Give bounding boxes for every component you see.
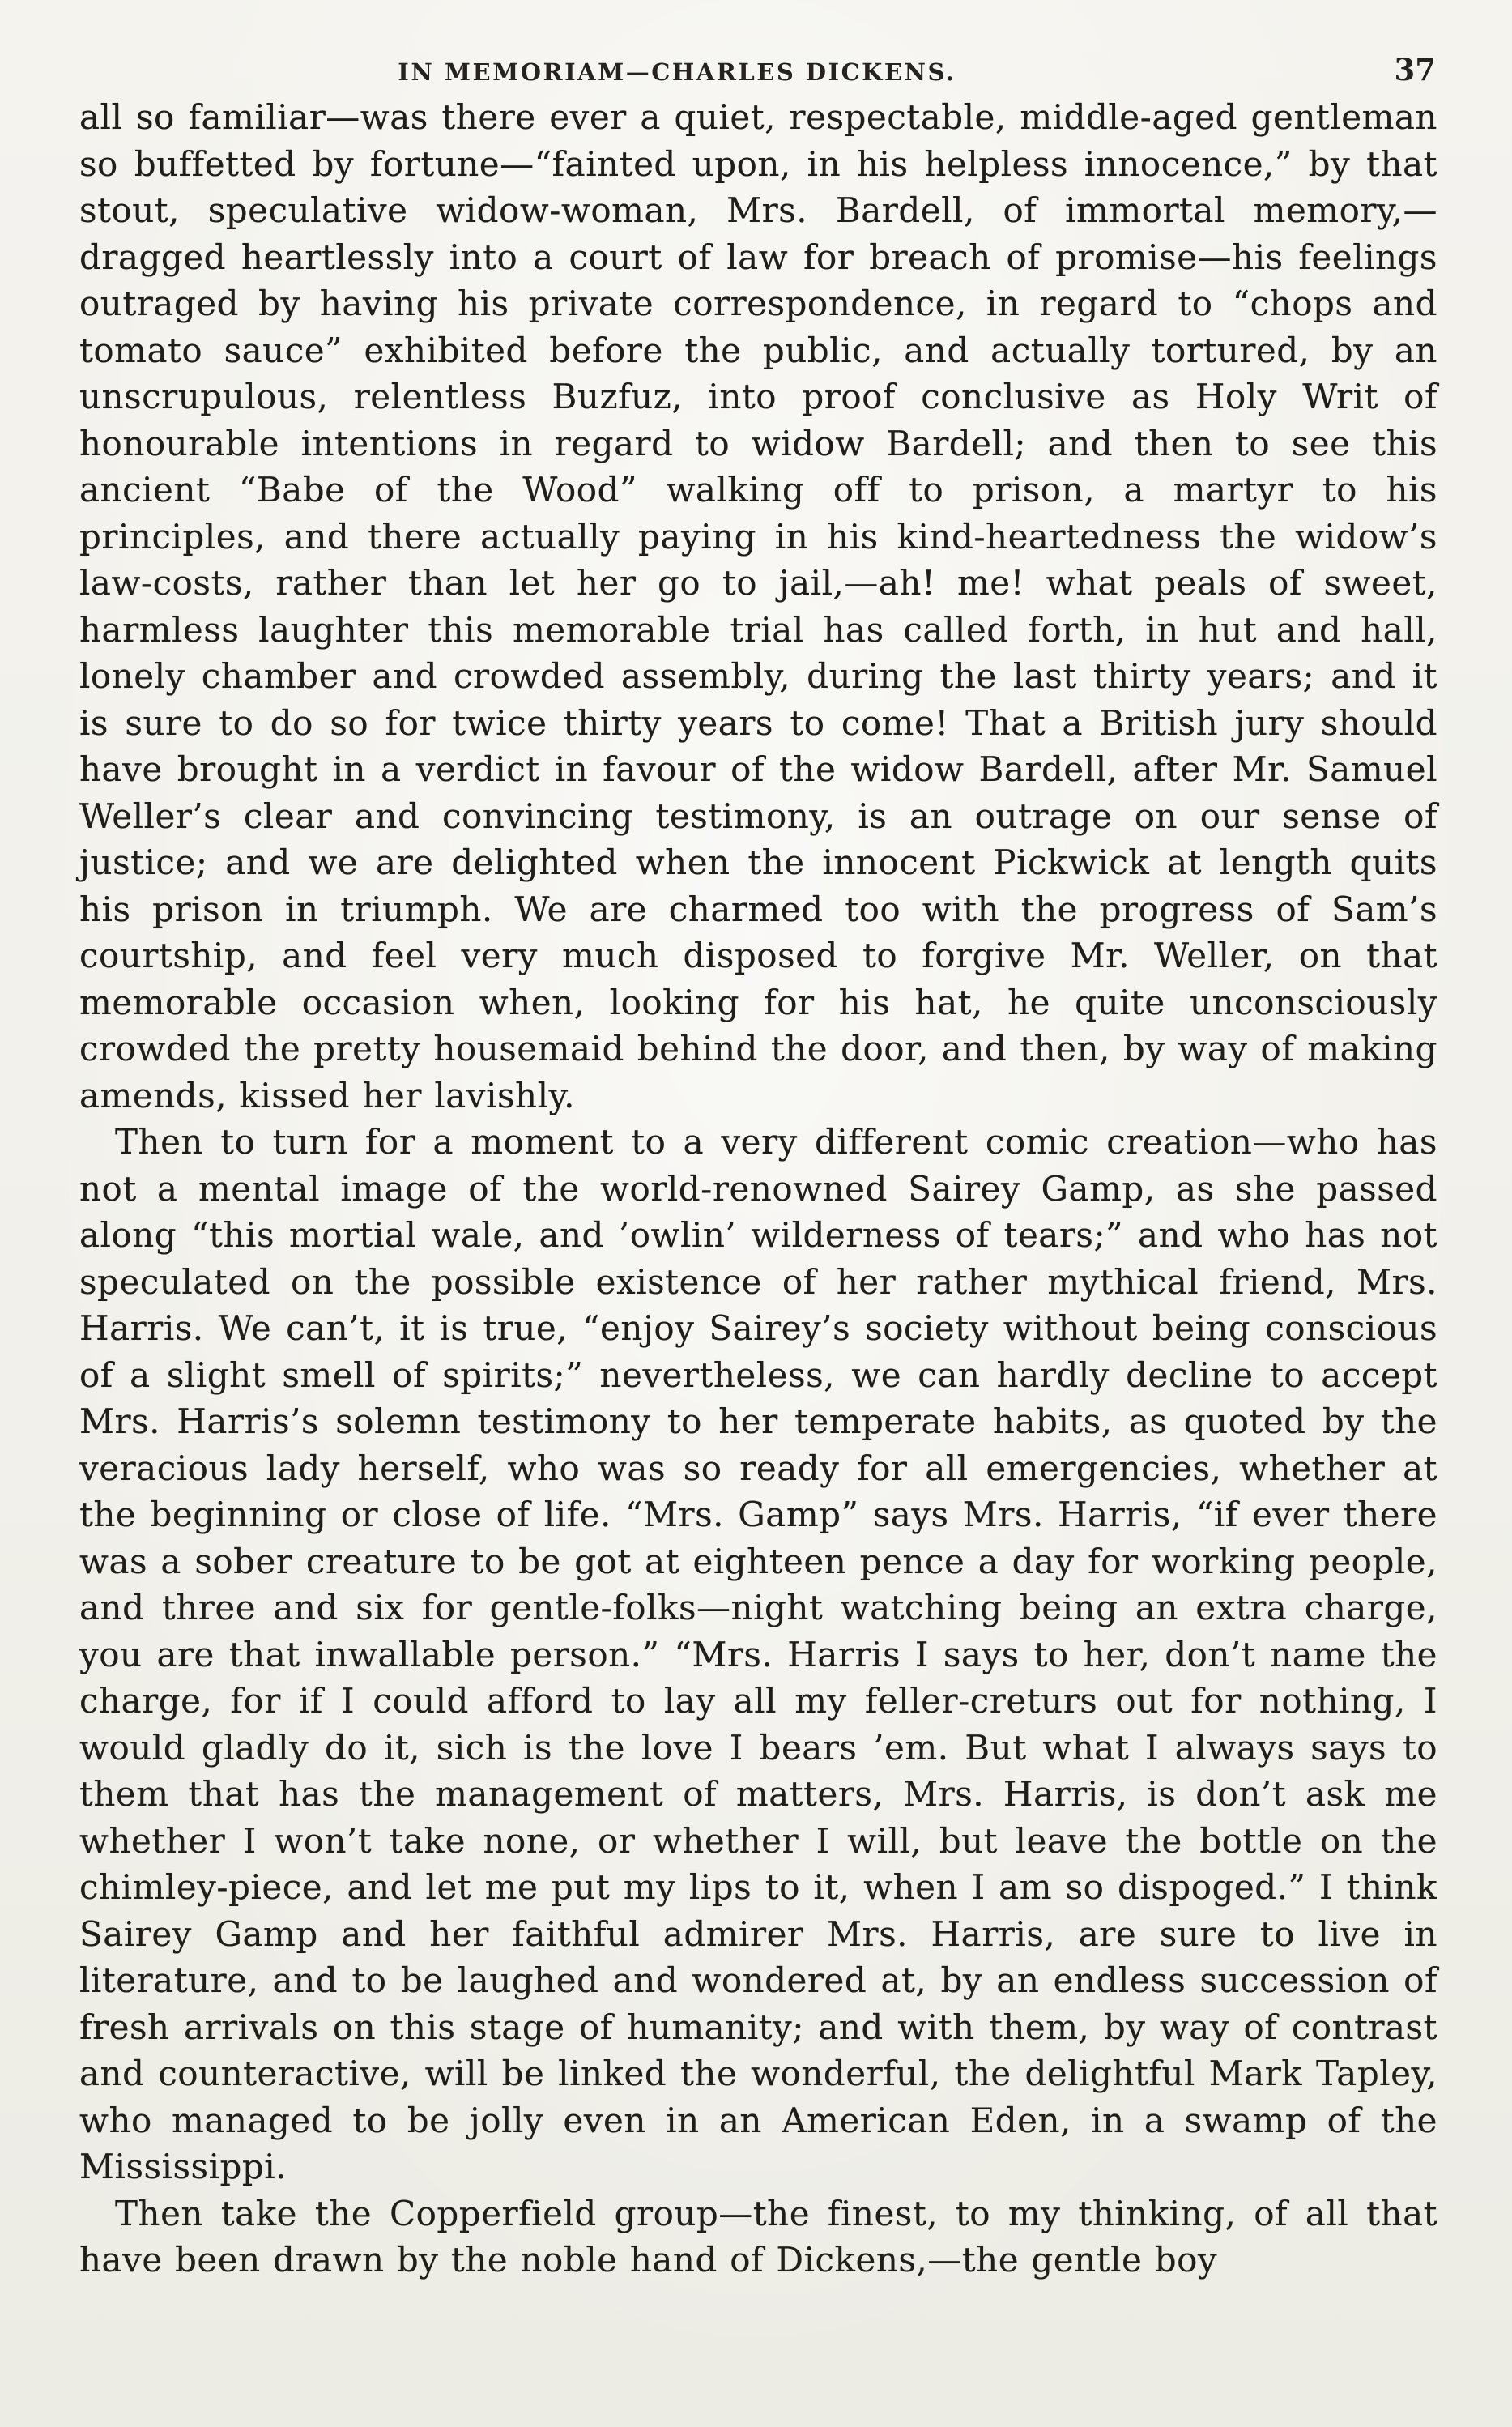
- page-body: [79, 94, 1437, 2284]
- paragraph: all so familiar—was there ever a quiet, respectable, middle-aged gentleman so buffetted by fortune—“fainted upon, in his helpless innocence,” by that stout, speculative widow-woman, Mrs. Bardell, of immortal memory,—dragged heartlessly into a court of law for breach of promise—his feelings outraged by having his private correspondence, in regard to “chops and tomato sauce” exhibited before the public, and actually tortured, by an unscrupulous, relentless Buzfuz, into proof conclusive as Holy Writ of honourable intentions in regard to widow Bardell; and then to see this ancient “Babe of the Wood” walking off to prison, a martyr to his principles, and there actually paying in his kind-heartedness the widow’s law-costs, rather than let her go to jail,—ah! me! what peals of sweet, harmless laughter this memorable trial has called forth, in hut and hall, lonely chamber and crowded assembly, during the last thirty years; and it is sure to do so for twice thirty years to come! That a British jury should have brought in a verdict in favour of the widow Bardell, after Mr. Samuel Weller’s clear and convincing testimony, is an outrage on our sense of justice; and we are delighted when the innocent Pickwick at length quits his prison in triumph. We are charmed too with the progress of Sam’s courtship, and feel very much disposed to forgive Mr. Weller, on that memorable occasion when, looking for his hat, he quite unconsciously crowded the pretty housemaid behind the door, and then, by way of making amends, kissed her lavishly.: [79, 97, 1437, 1115]
- paragraph: Then take the Copperfield group—the finest, to my thinking, of all that have been drawn by the noble hand of Dickens,—the gentle boy: [79, 2193, 1437, 2280]
- running-title: IN MEMORIAM—CHARLES DICKENS.: [398, 58, 956, 86]
- paragraph: Then to turn for a moment to a very different comic creation—who has not a mental image of the world-renowned Sairey Gamp, as she passed along “this mortial wale, and ’owlin’ wilderness of tears;” and who has not speculated on the possible existence of her rather mythical friend, Mrs. Harris. We can’t, it is true, “enjoy Sairey’s society without being conscious of a slight smell of spirits;” nevertheless, we can hardly decline to accept Mrs. Harris’s solemn testimony to her temperate habits, as quoted by the veracious lady herself, who was so ready for all emergencies, whether at the beginning or close of life. “Mrs. Gamp” says Mrs. Harris, “if ever there was a sober creature to be got at eighteen pence a day for working people, and three and six for gentle-folks—night watching being an extra charge, you are that inwallable person.” “Mrs. Harris I says to her, don’t name the charge, for if I could afford to lay all my feller-creturs out for nothing, I would gladly do it, sich is the love I bears ’em. But what I always says to them that has the management of matters, Mrs. Harris, is don’t ask me whether I won’t take none, or whether I will, but leave the bottle on the chimley-piece, and let me put my lips to it, when I am so dispoged.” I think Sairey Gamp and her faithful admirer Mrs. Harris, are sure to live in literature, and to be laughed and wondered at, by an endless succession of fresh arrivals on this stage of humanity; and with them, by way of contrast and counteractive, will be linked the wonderful, the delightful Mark Tapley, who managed to be jolly even in an American Eden, in a swamp of the Mississippi.: [79, 1122, 1437, 2186]
- page-header: [79, 52, 1437, 91]
- page-number: 37: [1394, 52, 1436, 87]
